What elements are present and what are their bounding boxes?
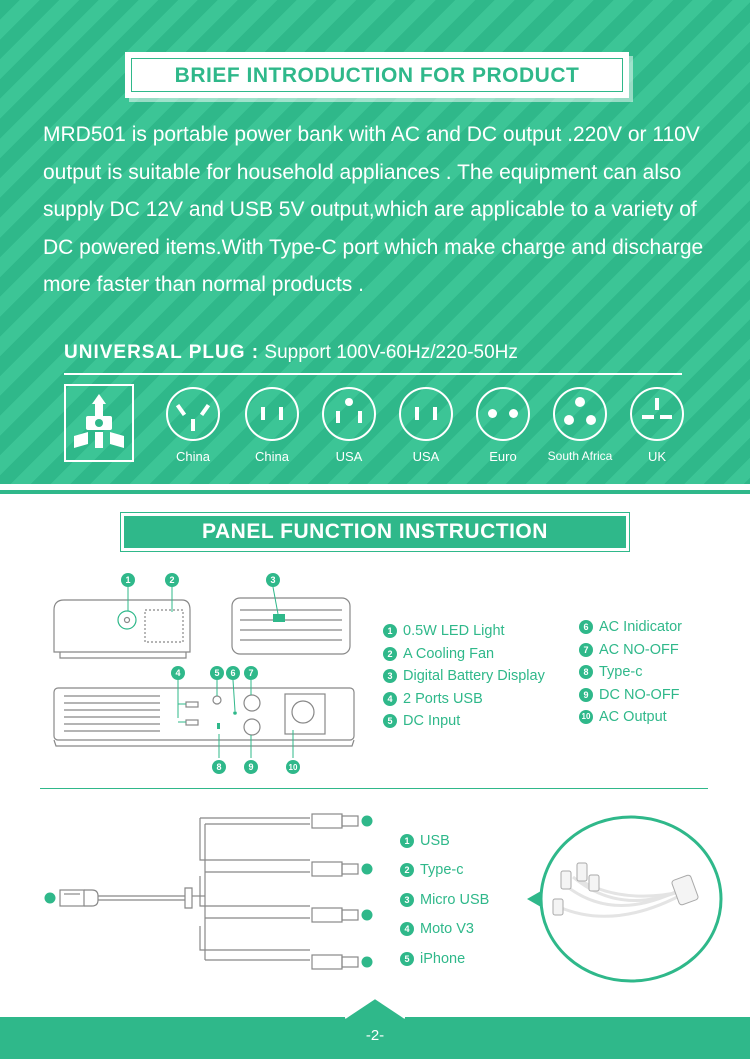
usa-plug-icon-a	[322, 387, 376, 441]
plug-uk	[629, 387, 685, 464]
uk-plug-icon	[630, 387, 684, 441]
callout-5: 5	[214, 668, 220, 678]
plug-heading-label: UNIVERSAL PLUG :	[64, 342, 260, 363]
cable-list	[400, 826, 489, 974]
panel-title: PANEL FUNCTION INSTRUCTION	[124, 516, 626, 548]
plug-south-africa	[547, 387, 613, 463]
list-item: 3 Digital Battery Display	[383, 665, 545, 688]
cable-diagram	[40, 810, 390, 980]
usa-plug-icon-b	[399, 387, 453, 441]
list-item: 10 AC Output	[579, 706, 682, 729]
section-divider-accent	[0, 490, 750, 494]
plug-euro	[475, 387, 531, 464]
list-item: 2 Type-c	[400, 856, 489, 886]
plug-label: South Africa	[547, 449, 613, 463]
south-africa-plug-icon	[553, 387, 607, 441]
china-plug-icon-a	[166, 387, 220, 441]
euro-plug-icon	[476, 387, 530, 441]
plug-label: USA	[335, 449, 363, 464]
callout-1: 1	[125, 575, 131, 585]
list-item: 3 Micro USB	[400, 885, 489, 915]
list-item: 4 2 Ports USB	[383, 688, 545, 711]
list-item: 1 0.5W LED Light	[383, 620, 545, 643]
callout-9: 9	[248, 762, 254, 772]
list-item: 4 Moto V3	[400, 915, 489, 945]
callout-10: 10	[288, 763, 298, 772]
callout-8: 8	[216, 762, 222, 772]
intro-text: MRD501 is portable power bank with AC and DC output .220V or 110V output is suitable for household appliances . The equipment can also supply DC 12V and USB 5V output,which are applicable to a variety of DC powered items.With Type-C port which make charge and discharge more faster than normal products .	[43, 123, 704, 296]
list-item: 5 DC Input	[383, 710, 545, 733]
callout-3: 3	[270, 575, 276, 585]
callout-4: 4	[175, 668, 181, 678]
plug-label: China	[176, 449, 210, 464]
callout-6: 6	[230, 668, 236, 678]
intro-title-box	[125, 52, 629, 98]
panel-diagram	[40, 570, 400, 780]
list-item: 8 Type-c	[579, 661, 682, 684]
list-item: 2 A Cooling Fan	[383, 643, 545, 666]
footer-tab	[345, 996, 405, 1020]
list-item: 7 AC NO-OFF	[579, 639, 682, 662]
list-item: 5 iPhone	[400, 944, 489, 974]
page-number: -2-	[365, 1027, 385, 1044]
universal-socket-icon	[64, 384, 134, 462]
list-item: 9 DC NO-OFF	[579, 684, 682, 707]
list-item: 1 USB	[400, 826, 489, 856]
plug-label: Euro	[489, 449, 517, 464]
list-item: 6 AC Inidicator	[579, 616, 682, 639]
plug-label: USA	[412, 449, 440, 464]
cable-photo	[525, 815, 725, 995]
plug-subheading: Support 100V-60Hz/220-50Hz	[264, 342, 518, 363]
plug-label: UK	[647, 449, 667, 464]
plug-underline	[64, 373, 682, 375]
plug-china-b	[244, 387, 300, 464]
callout-7: 7	[248, 668, 254, 678]
panel-list-left	[383, 620, 545, 733]
section-separator	[40, 788, 708, 789]
plug-usa-b	[398, 387, 454, 464]
china-plug-icon-b	[245, 387, 299, 441]
intro-title: BRIEF INTRODUCTION FOR PRODUCT	[174, 64, 580, 87]
callout-2: 2	[169, 575, 175, 585]
plug-china-a	[165, 387, 221, 464]
plug-usa-a	[321, 387, 377, 464]
plug-label: China	[255, 449, 289, 464]
panel-list-right	[579, 616, 682, 729]
plug-heading	[64, 342, 518, 364]
